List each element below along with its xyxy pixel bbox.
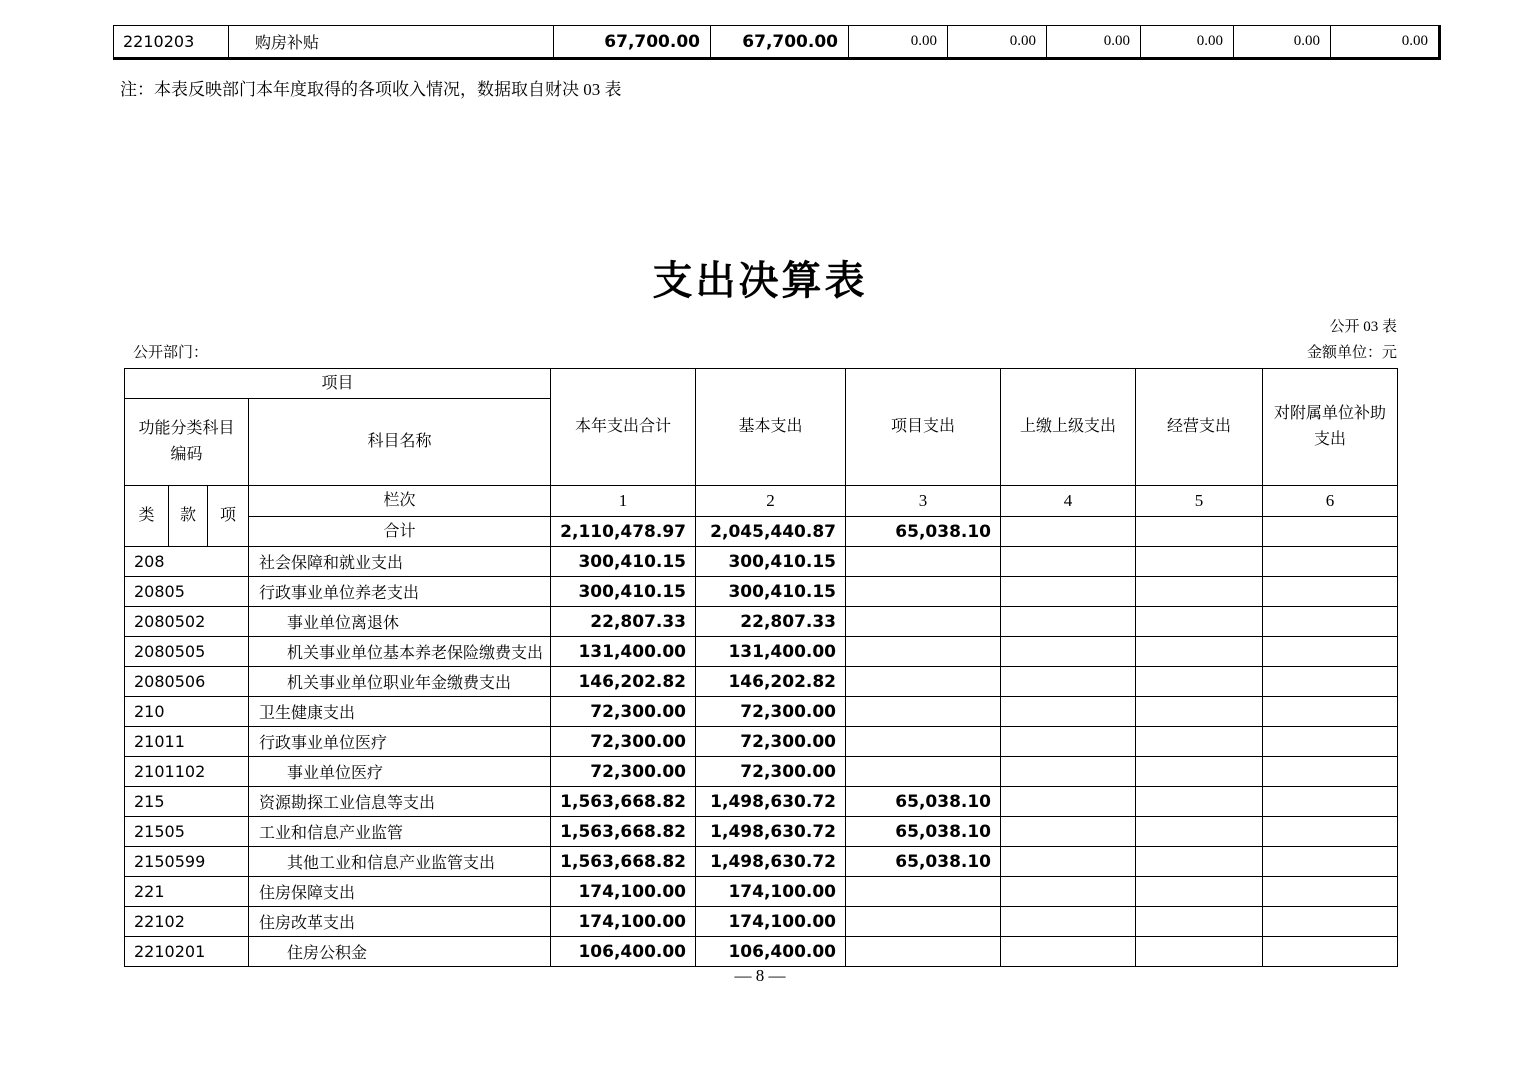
subject-name-cell: 工业和信息产业监管 [249, 817, 551, 847]
amount-cell [1136, 697, 1263, 727]
amount-cell: 300,410.15 [696, 577, 846, 607]
amount-cell [1001, 787, 1136, 817]
amount-cell [846, 757, 1001, 787]
amount-cell [1263, 937, 1398, 967]
amount-cell [846, 637, 1001, 667]
amount-cell: 65,038.10 [846, 517, 1001, 547]
amount-cell [1001, 517, 1136, 547]
amount-cell: 72,300.00 [696, 757, 846, 787]
amount-cell: 174,100.00 [551, 907, 696, 937]
function-code-cell: 2210203 [114, 26, 229, 57]
amount-cell [1001, 547, 1136, 577]
table-row [125, 817, 1398, 847]
amount-cell [1136, 847, 1263, 877]
amount-cell [1263, 847, 1398, 877]
table-row [125, 877, 1398, 907]
item-header: 项 [208, 486, 249, 547]
amount-cell: 1,563,668.82 [551, 847, 696, 877]
table-row [125, 577, 1398, 607]
amount-cell [1263, 787, 1398, 817]
amount-cell: 131,400.00 [696, 637, 846, 667]
column-index: 5 [1136, 486, 1263, 517]
function-code-cell: 22102 [125, 907, 249, 937]
amount-cell [1263, 697, 1398, 727]
subject-name-cell: 机关事业单位职业年金缴费支出 [249, 667, 551, 697]
function-code-header-line1: 功能分类科目 [138, 420, 235, 438]
amount-cell: 1,498,630.72 [696, 787, 846, 817]
meta-row [124, 341, 1397, 362]
page-title: 支出决算表 [652, 258, 868, 303]
function-code-cell: 2080502 [125, 607, 249, 637]
amount-cell: 72,300.00 [551, 727, 696, 757]
amount-cell [1263, 607, 1398, 637]
amount-cell: 174,100.00 [551, 877, 696, 907]
subject-name-cell: 住房改革支出 [249, 907, 551, 937]
column-index: 2 [696, 486, 846, 517]
subject-name-cell: 社会保障和就业支出 [249, 547, 551, 577]
amount-cell [846, 727, 1001, 757]
column-header-project: 项目支出 [846, 369, 1001, 486]
amount-cell: 65,038.10 [846, 847, 1001, 877]
amount-cell: 2,045,440.87 [696, 517, 846, 547]
subject-name-cell: 资源勘探工业信息等支出 [249, 787, 551, 817]
amount-cell: 146,202.82 [696, 667, 846, 697]
subject-name-cell: 住房公积金 [249, 937, 551, 967]
function-code-cell: 2101102 [125, 757, 249, 787]
amount-cell: 146,202.82 [551, 667, 696, 697]
form-reference: 公开 03 表 [1329, 319, 1397, 335]
function-code-cell: 2210201 [125, 937, 249, 967]
column-header-total: 本年支出合计 [551, 369, 696, 486]
project-header: 项目 [125, 369, 551, 399]
amount-cell [1263, 727, 1398, 757]
header-row-project [125, 369, 1398, 399]
column-index: 6 [1263, 486, 1398, 517]
function-code-cell: 2080505 [125, 637, 249, 667]
amount-cell [1263, 877, 1398, 907]
amount-cell [1136, 577, 1263, 607]
amount-cell [1263, 667, 1398, 697]
amount-cell: 22,807.33 [551, 607, 696, 637]
amount-cell: 1,563,668.82 [551, 787, 696, 817]
amount-cell [1136, 727, 1263, 757]
amount-cell: 2,110,478.97 [551, 517, 696, 547]
amount-cell: 72,300.00 [696, 697, 846, 727]
subject-name-cell: 其他工业和信息产业监管支出 [249, 847, 551, 877]
amount-cell: 300,410.15 [551, 547, 696, 577]
function-code-cell: 210 [125, 697, 249, 727]
expenditure-table [124, 368, 1398, 967]
column-index: 1 [551, 486, 696, 517]
subject-name-header: 科目名称 [249, 399, 551, 486]
column-header-operating: 经营支出 [1136, 369, 1263, 486]
table-row [125, 937, 1398, 967]
section-header: 款 [169, 486, 208, 547]
amount-cell [846, 697, 1001, 727]
amount-cell [1136, 907, 1263, 937]
amount-cell: 106,400.00 [696, 937, 846, 967]
amount-cell [1136, 877, 1263, 907]
subject-name-cell: 行政事业单位养老支出 [249, 577, 551, 607]
department-label: 公开部门： [133, 345, 209, 361]
amount-cell: 174,100.00 [696, 877, 846, 907]
amount-cell: 106,400.00 [551, 937, 696, 967]
unit-label: 金额单位：元 [1306, 345, 1397, 361]
amount-cell [1001, 817, 1136, 847]
table-row [125, 637, 1398, 667]
amount-cell: 0.00 [1047, 26, 1141, 57]
amount-cell: 65,038.10 [846, 817, 1001, 847]
column-header-basic: 基本支出 [696, 369, 846, 486]
subject-name-cell: 卫生健康支出 [249, 697, 551, 727]
amount-cell [846, 937, 1001, 967]
class-header: 类 [125, 486, 169, 547]
table-row [125, 727, 1398, 757]
amount-cell: 72,300.00 [551, 697, 696, 727]
amount-cell: 65,038.10 [846, 787, 1001, 817]
amount-cell [846, 577, 1001, 607]
amount-cell [1136, 547, 1263, 577]
function-code-cell: 215 [125, 787, 249, 817]
amount-cell [1136, 817, 1263, 847]
amount-cell: 1,498,630.72 [696, 847, 846, 877]
total-row [125, 517, 1398, 547]
amount-cell [846, 907, 1001, 937]
table-row [125, 757, 1398, 787]
table-row [125, 667, 1398, 697]
amount-cell [1136, 787, 1263, 817]
amount-cell [1263, 637, 1398, 667]
amount-cell: 72,300.00 [551, 757, 696, 787]
amount-cell [1263, 547, 1398, 577]
amount-cell [1136, 637, 1263, 667]
function-code-header [125, 399, 249, 486]
amount-cell [846, 877, 1001, 907]
column-header-subsidiary-label: 对附属单位补助支出 [1274, 405, 1387, 448]
amount-cell [1263, 517, 1398, 547]
header-row-column-index [125, 486, 1398, 517]
previous-table-last-row [113, 25, 1441, 60]
amount-cell [1263, 907, 1398, 937]
function-code-cell: 221 [125, 877, 249, 907]
amount-cell [1001, 607, 1136, 637]
amount-cell: 300,410.15 [551, 577, 696, 607]
amount-cell [1001, 907, 1136, 937]
amount-cell: 1,563,668.82 [551, 817, 696, 847]
function-code-cell: 2150599 [125, 847, 249, 877]
column-index: 4 [1001, 486, 1136, 517]
amount-cell: 67,700.00 [711, 26, 849, 57]
amount-cell [1001, 667, 1136, 697]
amount-cell [1001, 577, 1136, 607]
table-footnote: 注：本表反映部门本年度取得的各项收入情况，数据取自财决 03 表 [120, 80, 622, 99]
amount-cell [1136, 517, 1263, 547]
function-code-header-line2: 编码 [170, 446, 203, 463]
amount-cell [1136, 757, 1263, 787]
table-row [125, 607, 1398, 637]
amount-cell [1136, 607, 1263, 637]
amount-cell: 72,300.00 [696, 727, 846, 757]
function-code-cell: 20805 [125, 577, 249, 607]
table-row [125, 787, 1398, 817]
subject-name-cell: 购房补贴 [229, 26, 554, 57]
amount-cell [1263, 757, 1398, 787]
amount-cell [1001, 727, 1136, 757]
amount-cell [1001, 757, 1136, 787]
amount-cell [1001, 847, 1136, 877]
amount-cell: 131,400.00 [551, 637, 696, 667]
subject-name-cell: 事业单位离退休 [249, 607, 551, 637]
column-index-label: 栏次 [249, 486, 551, 517]
column-header-subsidiary [1263, 369, 1398, 486]
table-row [125, 847, 1398, 877]
function-code-cell: 21011 [125, 727, 249, 757]
expenditure-table-container [124, 368, 1398, 967]
amount-cell: 174,100.00 [696, 907, 846, 937]
function-code-cell: 208 [125, 547, 249, 577]
subject-name-cell: 机关事业单位基本养老保险缴费支出 [249, 637, 551, 667]
table-row [125, 907, 1398, 937]
function-code-cell: 2080506 [125, 667, 249, 697]
amount-cell [1136, 667, 1263, 697]
amount-cell: 0.00 [948, 26, 1047, 57]
amount-cell [1001, 937, 1136, 967]
amount-cell [846, 667, 1001, 697]
amount-cell: 0.00 [1401, 33, 1428, 49]
amount-cell [1263, 817, 1398, 847]
amount-cell: 0.00 [849, 26, 948, 57]
amount-cell: 22,807.33 [696, 607, 846, 637]
amount-cell: 300,410.15 [696, 547, 846, 577]
subject-name-cell: 事业单位医疗 [249, 757, 551, 787]
table-row [125, 697, 1398, 727]
amount-cell: 67,700.00 [554, 26, 711, 57]
amount-cell: 0.00 [1234, 26, 1331, 57]
amount-cell [846, 547, 1001, 577]
amount-cell [1136, 937, 1263, 967]
amount-cell [1001, 637, 1136, 667]
subject-name-cell: 住房保障支出 [249, 877, 551, 907]
amount-cell [1001, 877, 1136, 907]
amount-cell: 0.00 [1141, 26, 1234, 57]
total-label: 合计 [249, 517, 551, 547]
column-header-upward: 上缴上级支出 [1001, 369, 1136, 486]
amount-cell [846, 607, 1001, 637]
table-row [125, 547, 1398, 577]
amount-cell: 1,498,630.72 [696, 817, 846, 847]
amount-cell [1263, 577, 1398, 607]
subject-name-cell: 行政事业单位医疗 [249, 727, 551, 757]
page-number: — 8 — [734, 966, 786, 985]
column-index: 3 [846, 486, 1001, 517]
function-code-cell: 21505 [125, 817, 249, 847]
amount-cell [1001, 697, 1136, 727]
